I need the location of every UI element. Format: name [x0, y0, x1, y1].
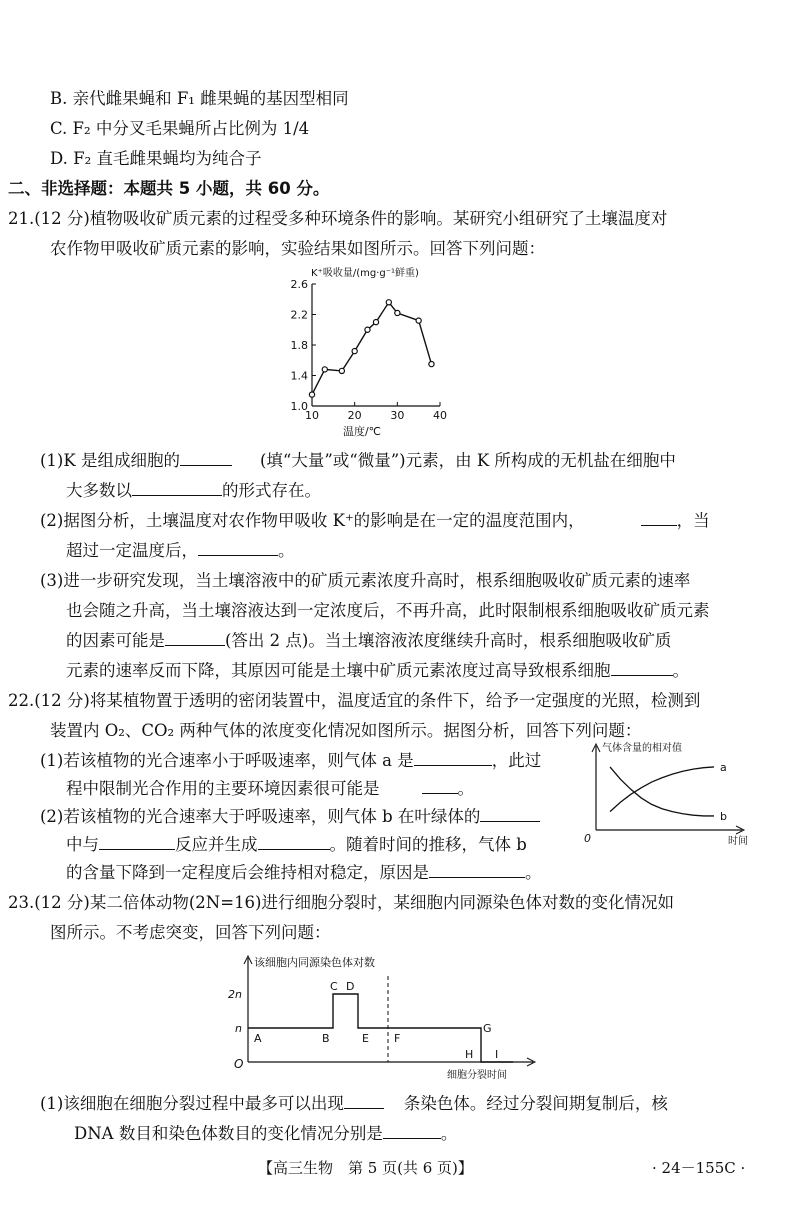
q21-s3f: 。 [672, 661, 689, 680]
k-uptake-series-line [312, 302, 431, 394]
data-point [373, 320, 378, 325]
point-label-I: I [495, 1048, 499, 1061]
answer-blank[interactable] [422, 779, 458, 794]
q21-sub3-l3 [66, 630, 671, 652]
k-uptake-chart [275, 262, 475, 444]
y-axis-label: 该细胞内同源染色体对数 [254, 956, 375, 969]
paper-code: · 24－155C · [652, 1159, 746, 1177]
q21-s2b: ，当 [676, 511, 710, 530]
q22-stem-1 [8, 690, 700, 712]
q23-s1b: 条染色体。经过分裂间期复制后，核 [403, 1094, 668, 1113]
point-label-H: H [465, 1048, 474, 1061]
q23-line1: (12 分)某二倍体动物(2N=16)进行细胞分裂时，某细胞内同源染色体对数的变化情况如 [34, 893, 674, 912]
point-label-D: D [346, 980, 355, 993]
answer-blank[interactable] [165, 631, 225, 646]
q22-s1c: 程中限制光合作用的主要环境因素很可能是 [66, 779, 380, 798]
q22-sub2-l3 [66, 862, 542, 884]
answer-blank[interactable] [180, 451, 232, 466]
answer-blank[interactable] [414, 751, 492, 766]
point-label-C: C [330, 980, 338, 993]
q22-line1: (12 分)将某植物置于透明的密闭装置中，温度适宜的条件下，给予一定强度的光照，检测到 [34, 691, 701, 710]
q22-s2d: 。随着时间的推移，气体 b [329, 835, 527, 854]
q21-s3c: 的因素可能是 [66, 631, 165, 650]
y-tick-label: 2.6 [290, 278, 308, 291]
q23-sub1-cont [74, 1123, 457, 1145]
x-tick-label: 10 [305, 409, 319, 422]
q22-s2f: 。 [525, 863, 542, 882]
gas-b-label: b [720, 809, 727, 823]
point-label-E: E [362, 1032, 369, 1045]
homologous-pairs-chart [228, 950, 548, 1082]
q23-s1d: 。 [440, 1124, 458, 1143]
q23-s1c: DNA 数目和染色体数目的变化情况分别是 [74, 1124, 383, 1143]
q21-line1: (12 分)植物吸收矿质元素的过程受多种环境条件的影响。某研究小组研究了土壤温度对 [34, 209, 668, 228]
x-tick-label: 30 [390, 409, 405, 422]
answer-blank[interactable] [132, 481, 222, 496]
origin-label: O [234, 1057, 244, 1071]
point-label-G: G [483, 1022, 492, 1035]
q22-s2a: (2)若该植物的光合速率大于呼吸速率，则气体 b 在叶绿体的 [40, 807, 481, 826]
q21-sub1 [40, 450, 676, 472]
y-tick-label: 2.2 [290, 308, 308, 322]
answer-blank[interactable] [198, 541, 278, 556]
data-point [339, 368, 344, 373]
answer-blank[interactable] [383, 1124, 441, 1139]
y-tick-2n: 2n [228, 988, 242, 1001]
section-heading: 二、非选择题：本题共 5 小题，共 60 分。 [8, 179, 330, 198]
answer-blank[interactable] [641, 511, 677, 526]
option-d: D. F₂ 直毛雌果蝇均为纯合子 [50, 149, 262, 168]
y-tick-label: 1.4 [290, 369, 308, 383]
q21-s1c: 大多数以 [66, 481, 132, 500]
data-point [352, 349, 357, 354]
answer-blank[interactable] [258, 835, 330, 850]
gas-content-chart [578, 738, 748, 854]
q22-number: 22. [8, 691, 35, 710]
data-point [416, 318, 421, 323]
q21-s1d: 的形式存在。 [222, 481, 321, 500]
q22-sub1-cont [66, 778, 474, 800]
answer-blank[interactable] [480, 807, 540, 822]
page-footer: 【高三生物 第 5 页(共 6 页)】 [258, 1159, 473, 1177]
q23-stem-1 [8, 892, 674, 914]
q21-sub2-cont [66, 540, 295, 562]
q23-stem-2: 图所示。不考虑突变，回答下列问题： [50, 923, 331, 942]
point-label-A: A [254, 1032, 262, 1045]
q21-s1b: (填“大量”或“微量”)元素，由 K 所构成的无机盐在细胞中 [259, 451, 676, 470]
q22-s1d: 。 [457, 779, 474, 798]
answer-blank[interactable] [344, 1094, 384, 1109]
data-point [322, 367, 327, 372]
x-axis-label: 时间 [728, 836, 748, 847]
q22-s1a: (1)若该植物的光合速率小于呼吸速率，则气体 a 是 [40, 751, 414, 770]
y-axis-label: K⁺吸收量/(mg·g⁻¹鲜重) [311, 268, 419, 279]
point-label-B: B [322, 1032, 330, 1045]
x-axis-label: 细胞分裂时间 [447, 1070, 507, 1081]
q21-s2a: (2)据图分析，土壤温度对农作物甲吸收 K⁺的影响是在一定的温度范围内， [40, 511, 585, 530]
q21-sub1-cont [66, 480, 321, 502]
origin-label: 0 [584, 832, 591, 845]
q22-s2c: 反应并生成 [175, 835, 258, 854]
data-point [386, 300, 391, 305]
y-tick-label: 1.0 [290, 400, 308, 413]
q22-sub2-cont [66, 834, 527, 856]
gas-a-curve [610, 767, 714, 812]
gas-b-curve [610, 767, 714, 816]
q21-s2d: 。 [278, 541, 295, 560]
q22-s2b: 中与 [66, 835, 99, 854]
q23-number: 23. [8, 893, 35, 912]
x-tick-label: 20 [347, 409, 362, 422]
data-point [365, 327, 370, 332]
q22-stem-2: 装置内 O₂、CO₂ 两种气体的浓度变化情况如图所示。据图分析，回答下列问题： [50, 721, 642, 740]
q21-number: 21. [8, 209, 35, 228]
data-point [395, 310, 400, 315]
q21-sub3-l4 [66, 660, 689, 682]
x-axis-label: 温度/℃ [342, 425, 382, 438]
gas-a-label: a [720, 760, 727, 774]
answer-blank[interactable] [611, 661, 673, 676]
q22-sub1 [40, 750, 541, 772]
option-c: C. F₂ 中分叉毛果蝇所占比例为 1/4 [50, 119, 310, 138]
q22-s2e: 的含量下降到一定程度后会维持相对稳定，原因是 [66, 863, 429, 882]
q22-sub2 [40, 806, 540, 828]
q21-stem-1 [8, 208, 667, 230]
q21-s1a: (1)K 是组成细胞的 [40, 451, 180, 470]
y-axis-label: 气体含量的相对值 [602, 743, 682, 754]
data-point [429, 361, 434, 366]
answer-blank[interactable] [429, 863, 525, 878]
q21-sub2 [40, 510, 710, 532]
q21-sub3-l2: 也会随之升高，当土壤溶液达到一定浓度后，不再升高，此时限制根系细胞吸收矿质元素 [66, 601, 710, 620]
y-tick-n: n [235, 1022, 242, 1035]
q23-s1a: (1)该细胞在细胞分裂过程中最多可以出现 [40, 1094, 344, 1113]
y-tick-label: 1.8 [290, 339, 308, 352]
option-b: B. 亲代雌果蝇和 F₁ 雌果蝇的基因型相同 [50, 89, 349, 108]
q21-sub3: (3)进一步研究发现，当土壤溶液中的矿质元素浓度升高时，根系细胞吸收矿质元素的速率 [40, 571, 691, 590]
x-tick-label: 40 [433, 409, 447, 422]
data-point [309, 392, 314, 397]
q21-s3d: (答出 2 点)。当土壤溶液浓度继续升高时，根系细胞吸收矿质 [225, 631, 672, 650]
q23-sub1 [40, 1093, 668, 1115]
q21-s3e: 元素的速率反而下降，其原因可能是土壤中矿质元素浓度过高导致根系细胞 [66, 661, 611, 680]
q22-s1b: ，此过 [491, 751, 542, 770]
point-label-F: F [394, 1032, 401, 1045]
q21-stem-2: 农作物甲吸收矿质元素的影响，实验结果如图所示。回答下列问题： [50, 239, 545, 258]
q21-s2c: 超过一定温度后， [66, 541, 198, 560]
answer-blank[interactable] [99, 835, 175, 850]
